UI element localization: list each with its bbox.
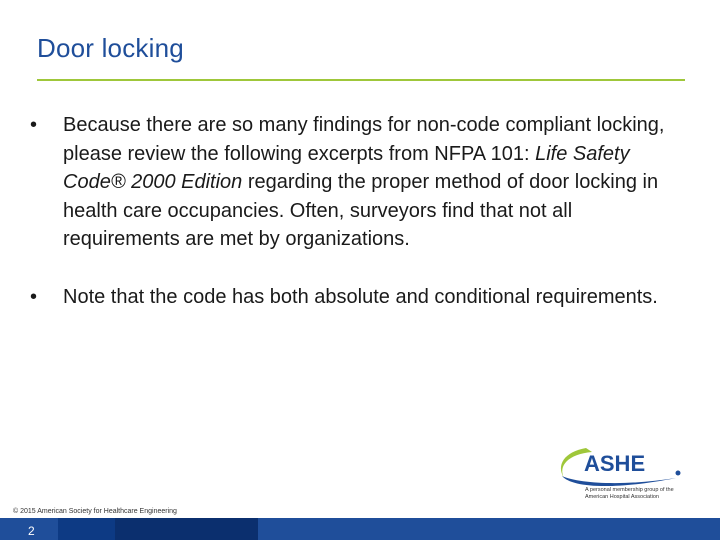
bullet-text-italic: Life Safety Code® 2000 Edition [63, 142, 630, 193]
footer-segment [115, 518, 258, 540]
footer-bar [0, 518, 720, 540]
bullet-marker: • [30, 285, 38, 308]
title-divider [37, 79, 685, 81]
bullet-text: regarding the proper method of door locking in health care occupancies. Often, surveyors find that not all requirements are met by organizations. [63, 171, 659, 250]
bullet-item [30, 283, 670, 312]
footer-segment [258, 518, 720, 540]
bullet-list [30, 111, 670, 311]
bullet-text: Because there are so many findings for non-code compliant locking, please review the following excerpts from NFPA 101: [63, 114, 665, 165]
page-number: 2 [0, 518, 58, 540]
logo-swoosh-blue [562, 476, 676, 486]
logo-tagline: A personal membership group of the American Hospital Association [585, 487, 674, 500]
bullet-text: Note that the code has both absolute and conditional requirements. [63, 285, 658, 308]
footer-segment [58, 518, 115, 540]
logo-wordmark: ASHE [584, 451, 646, 476]
slide-title: Door locking [37, 33, 184, 63]
bullet-marker: • [30, 114, 38, 136]
copyright-notice: © 2015 American Society for Healthcare Engineering [13, 508, 177, 515]
bullet-item [30, 111, 670, 254]
logo-dot [676, 471, 681, 476]
